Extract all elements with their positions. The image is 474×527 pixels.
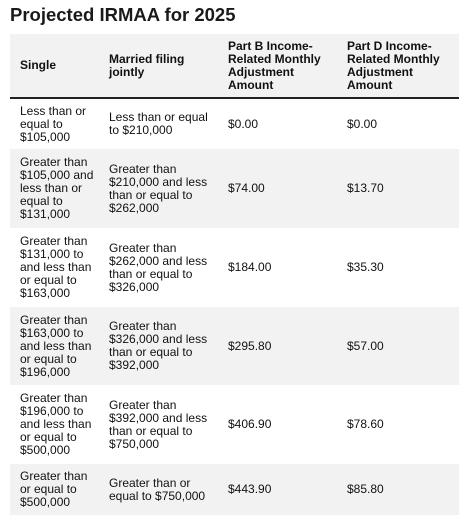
table-row bbox=[10, 228, 459, 307]
cell-part-d: $78.60 bbox=[347, 417, 384, 431]
irmaa-table bbox=[10, 34, 459, 515]
table-header bbox=[10, 34, 459, 98]
cell-part-b: $184.00 bbox=[228, 260, 272, 274]
cell-single: Greater than $131,000 to and less than or equal to $163,000 bbox=[20, 234, 92, 300]
cell-married: Less than or equal to $210,000 bbox=[109, 110, 208, 137]
cell-part-d: $13.70 bbox=[347, 181, 384, 195]
header-part-b: Part B Income-Related Monthly Adjustment Amount bbox=[228, 38, 321, 92]
cell-part-d: $35.30 bbox=[347, 260, 384, 274]
page-title: Projected IRMAA for 2025 bbox=[10, 4, 236, 25]
header-part-d: Part D Income-Related Monthly Adjustment Amount bbox=[347, 38, 440, 92]
cell-part-b: $443.90 bbox=[228, 482, 272, 496]
table-body bbox=[10, 98, 459, 515]
table-row bbox=[10, 464, 459, 515]
cell-married: Greater than $326,000 and less than or equal to $392,000 bbox=[109, 319, 208, 372]
cell-single: Greater than $196,000 to and less than or equal to $500,000 bbox=[20, 391, 92, 457]
cell-single: Greater than $105,000 and less than or equal to $131,000 bbox=[20, 155, 94, 221]
cell-married: Greater than $262,000 and less than or equal to $326,000 bbox=[109, 240, 208, 294]
cell-part-b: $74.00 bbox=[228, 181, 265, 195]
cell-part-b: $406.90 bbox=[228, 417, 272, 431]
cell-married: Greater than $392,000 and less than or equal to $750,000 bbox=[109, 397, 208, 451]
cell-single: Greater than $163,000 to and less than or equal to $196,000 bbox=[20, 312, 92, 379]
table-row bbox=[10, 149, 459, 228]
cell-single: Greater than or equal to $500,000 bbox=[20, 469, 88, 509]
cell-part-d: $57.00 bbox=[347, 338, 384, 353]
cell-part-b: $295.80 bbox=[228, 338, 272, 353]
cell-married: Greater than or equal to $750,000 bbox=[109, 475, 206, 503]
cell-part-d: $85.80 bbox=[347, 482, 384, 496]
header-married-filing-jointly: Married filing jointly bbox=[109, 51, 185, 79]
cell-single: Less than or equal to $105,000 bbox=[20, 103, 87, 144]
cell-part-d: $0.00 bbox=[347, 116, 378, 131]
header-row bbox=[10, 34, 459, 98]
table-row bbox=[10, 307, 459, 385]
cell-part-b: $0.00 bbox=[228, 116, 259, 131]
cell-married: Greater than $210,000 and less than or equal to $262,000 bbox=[109, 161, 208, 215]
table-row bbox=[10, 385, 459, 464]
header-single: Single bbox=[20, 58, 57, 72]
table-row bbox=[10, 98, 459, 149]
